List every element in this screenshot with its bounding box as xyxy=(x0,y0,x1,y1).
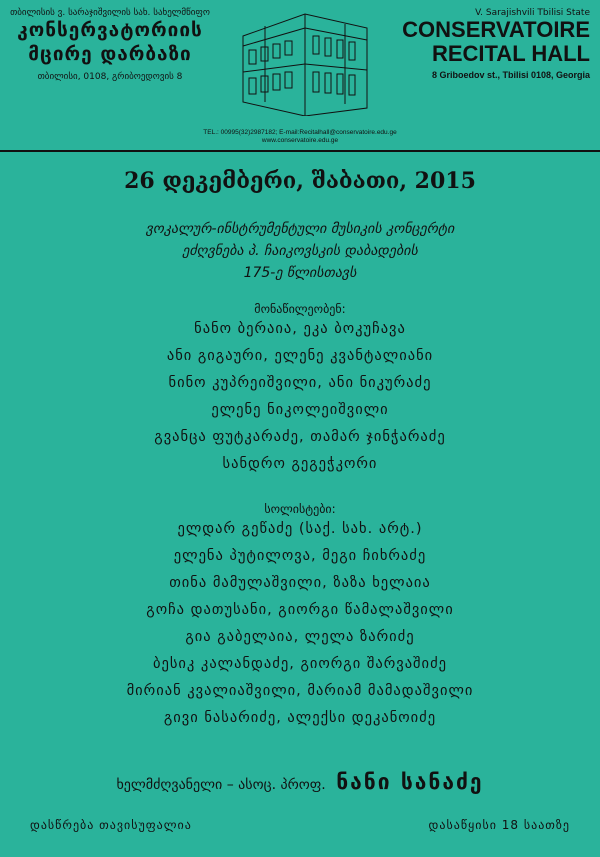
participants-section xyxy=(0,302,600,478)
header-right-english xyxy=(380,8,590,80)
director-line xyxy=(0,770,600,794)
participant-row: ნინო კუპრეიშვილი, ანი ნიკურაძე xyxy=(168,375,432,391)
soloist-row: გივი ნასარიძე, ალექსი დეკანოიძე xyxy=(163,710,437,726)
poster-header xyxy=(0,0,600,150)
soloist-row: ელდარ გეწაძე (საქ. სახ. არტ.) xyxy=(177,521,423,537)
soloist-row: გია გაბელაია, ლელა ზარიძე xyxy=(185,629,415,645)
contact-line: TEL.: 00995(32)2987182; E-mail:Recitalhall@conservatoire.edu.ge xyxy=(203,129,397,136)
header-divider xyxy=(0,150,600,152)
event-date: 26 დეკემბერი, შაბათი, 2015 xyxy=(124,168,476,194)
soloist-row: ბესიკ კალანდაძე, გიორგი შარვაშიძე xyxy=(152,656,448,672)
participant-row: ნანო ბერაია, ეკა ბოკუჩავა xyxy=(194,321,406,337)
header-right-line1: CONSERVATOIRE xyxy=(402,17,590,42)
event-subtitle xyxy=(0,218,600,284)
participant-row: სანდრო გეგეჭკორი xyxy=(222,456,378,472)
subtitle-line-3: 175-ე წლისთავს xyxy=(243,265,357,281)
subtitle-line-1: ვოკალურ-ინსტრუმენტული მუსიკის კონცერტი xyxy=(145,221,455,237)
admission-free: დასწრება თავისუფალია xyxy=(30,818,192,832)
website: www.conservatoire.edu.ge xyxy=(261,137,339,144)
soloist-row: მირიან კვალიაშვილი, მარიამ მამადაშვილი xyxy=(126,683,474,699)
subtitle-line-2: ეძღვნება პ. ჩაიკოვსკის დაბადების xyxy=(182,243,418,259)
building-illustration-icon xyxy=(235,6,375,116)
soloist-row: თინა მამულაშვილი, ზაზა ხელაია xyxy=(169,575,431,591)
soloist-row: ელენა პუტილოვა, მეგი ჩიხრაძე xyxy=(173,548,427,564)
start-time: დასაწყისი 18 საათზე xyxy=(428,818,570,832)
director-label: ხელმძღვანელი – ასოც. პროფ. xyxy=(116,777,326,793)
director-name: ნანი სანაძე xyxy=(336,770,484,794)
header-left-georgian xyxy=(10,8,210,82)
soloists-section xyxy=(0,502,600,732)
soloist-row: გოჩა დათუსანი, გიორგი წამალაშვილი xyxy=(146,602,454,618)
header-left-address: თბილისი, 0108, გრიბოედოვის 8 xyxy=(37,72,183,82)
participant-row: ანი გიგაური, ელენე კვანტალიანი xyxy=(166,348,434,364)
participants-label: მონაწილეობენ: xyxy=(254,302,346,316)
header-right-small: V. Sarajishvili Tbilisi State xyxy=(475,8,590,18)
header-right-address: 8 Griboedov st., Tbilisi 0108, Georgia xyxy=(431,70,590,80)
header-left-line1: კონსერვატორიის xyxy=(17,19,203,41)
header-left-small: თბილისის ვ. სარაჯიშვილის სახ. სახელმწიფო xyxy=(10,8,210,18)
participant-row: ელენე ნიკოლეიშვილი xyxy=(211,402,389,418)
contact-info xyxy=(0,129,600,145)
header-right-line2: RECITAL HALL xyxy=(431,41,590,66)
soloists-label: სოლისტები: xyxy=(264,502,336,516)
header-left-line2: მცირე დარბაზი xyxy=(28,43,192,65)
participant-row: გვანცა ფუტკარაძე, თამარ ჯინჭარაძე xyxy=(154,429,446,445)
